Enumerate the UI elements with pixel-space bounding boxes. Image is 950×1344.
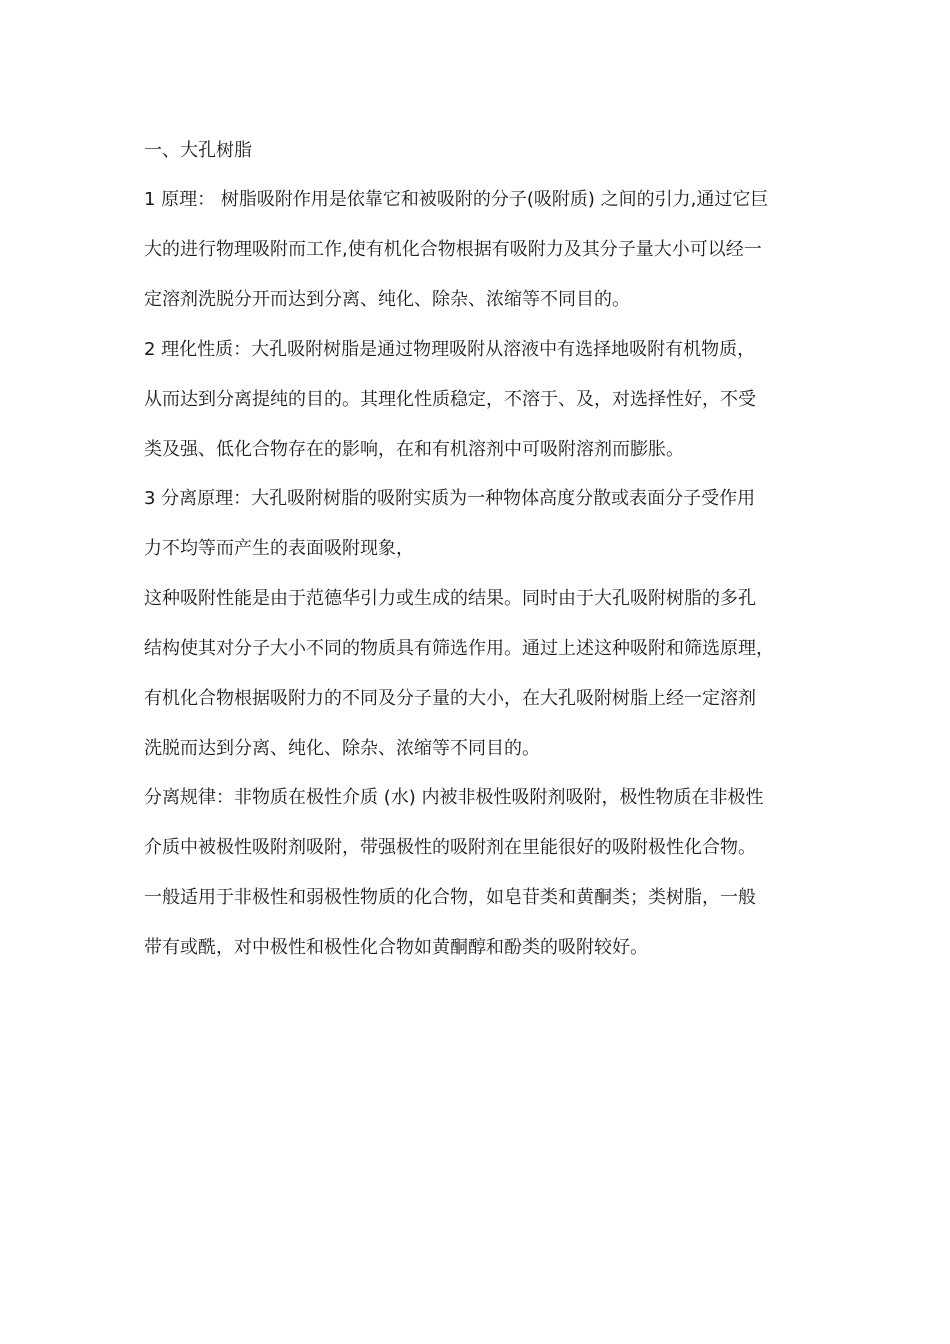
text-line: 这种吸附性能是由于范德华引力或生成的结果。同时由于大孔吸附树脂的多孔 bbox=[144, 588, 756, 609]
text-line: 定溶剂洗脱分开而达到分离、纯化、除杂、浓缩等不同目的。 bbox=[144, 289, 630, 310]
text-line: 2 理化性质：大孔吸附树脂是通过物理吸附从溶液中有选择地吸附有机物质， bbox=[144, 339, 756, 360]
text-line: 结构使其对分子大小不同的物质具有筛选作用。通过上述这种吸附和筛选原理， bbox=[144, 638, 774, 659]
text-line: 从而达到分离提纯的目的。其理化性质稳定，不溶于、及，对选择性好，不受 bbox=[144, 389, 756, 410]
section-heading: 一、大孔树脂 bbox=[144, 140, 252, 161]
text-line: 有机化合物根据吸附力的不同及分子量的大小，在大孔吸附树脂上经一定溶剂 bbox=[144, 688, 756, 709]
text-line: 大的进行物理吸附而工作,使有机化合物根据有吸附力及其分子量大小可以经一 bbox=[144, 239, 762, 260]
text-line: 一般适用于非极性和弱极性物质的化合物，如皂苷类和黄酮类；类树脂，一般 bbox=[144, 887, 756, 908]
text-line: 介质中被极性吸附剂吸附，带强极性的吸附剂在里能很好的吸附极性化合物。 bbox=[144, 837, 756, 858]
text-line: 力不均等而产生的表面吸附现象， bbox=[144, 538, 414, 559]
text-line: 类及强、低化合物存在的影响，在和有机溶剂中可吸附溶剂而膨胀。 bbox=[144, 439, 684, 460]
text-line: 洗脱而达到分离、纯化、除杂、浓缩等不同目的。 bbox=[144, 738, 540, 759]
text-line: 分离规律：非物质在极性介质 (水) 内被非极性吸附剂吸附，极性物质在非极性 bbox=[144, 787, 764, 808]
text-line: 带有或酰，对中极性和极性化合物如黄酮醇和酚类的吸附较好。 bbox=[144, 937, 648, 958]
text-line: 3 分离原理：大孔吸附树脂的吸附实质为一种物体高度分散或表面分子受作用 bbox=[144, 488, 756, 509]
text-line: 1 原理： 树脂吸附作用是依靠它和被吸附的分子(吸附质) 之间的引力,通过它巨 bbox=[144, 189, 769, 210]
